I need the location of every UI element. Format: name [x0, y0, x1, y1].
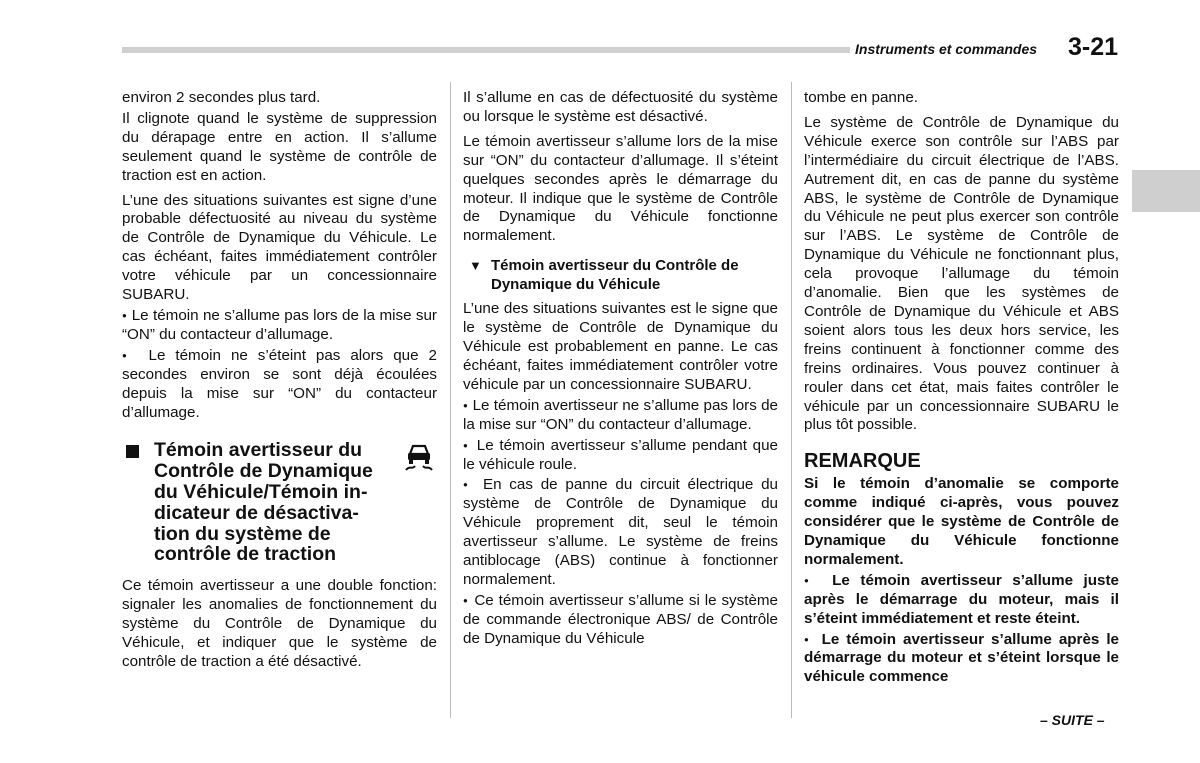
header-rule	[122, 47, 850, 53]
paragraph: L’une des situations suivantes est le signe que le système de Contrôle de Dynamique du Véhicule est probablement en panne. Le cas échéant, faites immédiatement contrôler votre véhicule par un concessionnaire SUBARU.	[463, 300, 778, 393]
continued-label: – SUITE –	[1040, 712, 1105, 728]
section-heading	[122, 440, 437, 565]
bullet-item: ● En cas de panne du circuit électrique du système de Contrôle de Dynamique du Véhicule proprement dit, seul le témoin avertisseur s’allume. Le système de freins antiblocage (ABS) continue à fonctionner normalement.	[463, 476, 778, 589]
chapter-tab	[1132, 170, 1200, 212]
column-1	[122, 89, 437, 678]
remark-body	[804, 475, 1119, 687]
paragraph: tombe en panne.	[804, 89, 918, 106]
paragraph: L’une des situations suivantes est signe d’une probable défectuosité au niveau du système de Contrôle de Dynamique du Véhicule. Le cas échéant, faites immédiatement contrôler votre véhicule par un concessionnaire SUBARU.	[122, 191, 437, 304]
header-section-title: Instruments et commandes	[855, 41, 1038, 57]
subsection-heading	[463, 256, 778, 294]
bullet-item: ● Le témoin avertisseur s’allume pendant que le véhicule roule.	[463, 437, 778, 475]
column-divider	[450, 82, 451, 718]
remark-bullet: ● Le témoin avertisseur s’allume juste après le démarrage du moteur, mais il s’éteint immédiatement et reste éteint.	[804, 572, 1119, 629]
section-square-icon	[126, 445, 139, 458]
column-divider	[791, 82, 792, 718]
paragraph: environ 2 secondes plus tard.	[122, 89, 321, 106]
bullet-item: ● Ce témoin avertisseur s’allume si le système de commande électronique ABS/ de Contrôle de Dynamique du Véhicule	[463, 592, 778, 649]
remark-paragraph: Si le témoin d’anomalie se comporte comme indiqué ci-après, vous pouvez considérer que le système de Contrôle de Dynamique du Véhicule fonctionne normalement.	[804, 475, 1119, 568]
triangle-down-icon: ▼	[469, 258, 482, 274]
bullet-item: ● Le témoin ne s’allume pas lors de la mise sur “ON” du contacteur d’allumage.	[122, 307, 437, 345]
paragraph: Le système de Contrôle de Dynamique du Véhicule exerce son contrôle sur l’ABS par l’intermédiaire du circuit électrique de l’ABS. Autrement dit, en cas de panne du système ABS, le système de Contrôle de Dynamique du Véhicule ne peut plus exercer son contrôle sur l’ABS. Le système de Contrôle de Dynamique du Véhicule ne fonctionnant plus, cela provoque l’allumage du témoin d’anomalie. Bien que les systèmes de Contrôle de Dynamique du Véhicule et ABS soient alors tous les deux hors service, les freins continuent à fonctionner comme des freins ordinaires. Vous pouvez continuer à rouler dans cet état, mais faites contrôler le véhicule par un concessionnaire SUBARU le plus tôt possible.	[804, 113, 1119, 434]
paragraph: Ce témoin avertisseur a une double fonction: signaler les anomalies de fonctionnement du système du Contrôle de Dynamique du Véhicule, et indiquer que le système de contrôle de traction a été désactivé.	[122, 577, 437, 670]
section-heading-text: Témoin avertisseur du Contrôle de Dynamique du Véhicule/Témoin indicateur de désactivation du système de contrôle de traction	[154, 439, 373, 566]
paragraph: Le témoin avertisseur s’allume lors de la mise sur “ON” du contacteur d’allumage. Il s’éteint quelques secondes après le démarrage du moteur. Il indique que le système de Contrôle de Dynamique du Véhicule fonctionne normalement.	[463, 132, 778, 245]
paragraph: Il s’allume en cas de défectuosité du système ou lorsque le système est désactivé.	[463, 89, 778, 125]
vehicle-skid-icon	[403, 440, 435, 472]
bullet-item: ● Le témoin avertisseur ne s’allume pas lors de la mise sur “ON” du contacteur d’allumage.	[463, 397, 778, 435]
subsection-heading-text: Témoin avertisseur du Contrôle de Dynamique du Véhicule	[491, 257, 739, 294]
remark-bullet: ● Le témoin avertisseur s’allume après le démarrage du moteur et s’éteint lorsque le véhicule commence	[804, 631, 1119, 688]
paragraph: Il clignote quand le système de suppression du dérapage entre en action. Il s’allume seulement quand le système de contrôle de traction est en action.	[122, 109, 437, 184]
page-number: 3-21	[1068, 33, 1119, 61]
bullet-item: ● Le témoin ne s’éteint pas alors que 2 secondes environ se sont déjà écoulées depuis la mise sur “ON” du contacteur d’allumage.	[122, 347, 437, 423]
remark-heading: REMARQUE	[804, 450, 921, 473]
column-2	[463, 89, 778, 651]
column-3	[804, 89, 1119, 689]
